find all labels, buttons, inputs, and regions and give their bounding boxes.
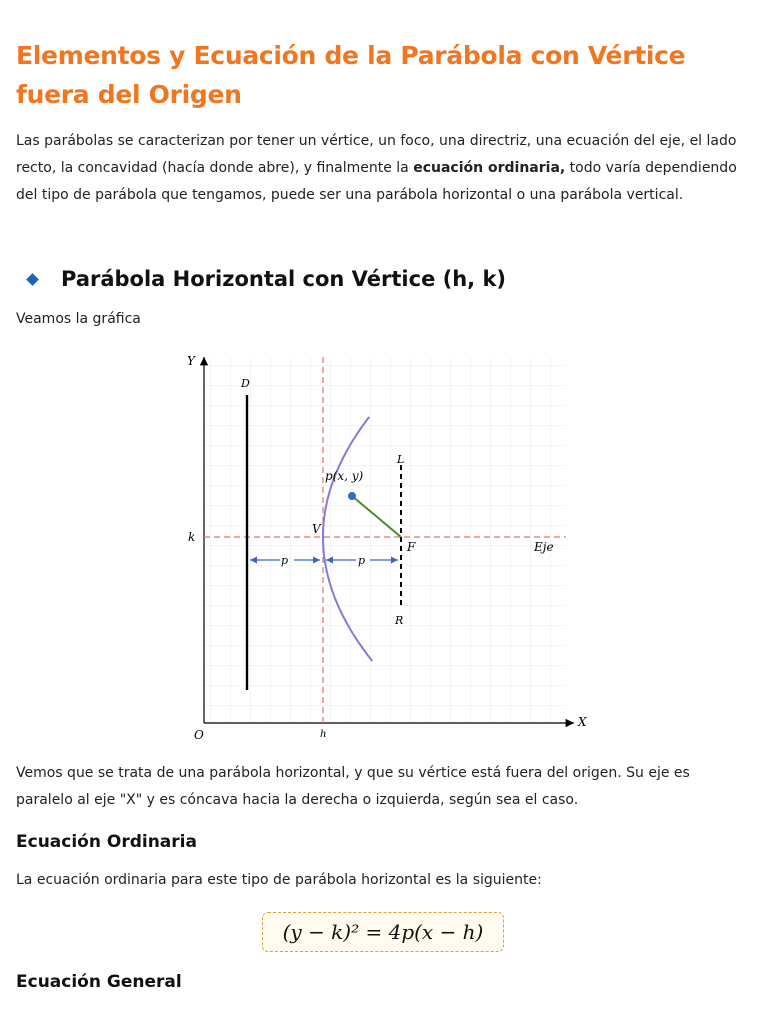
section-heading-row	[16, 262, 506, 296]
x-axis-label: X	[578, 715, 587, 729]
axis-label: Eje	[534, 540, 554, 554]
origin-label: O	[194, 728, 204, 742]
ordinary-equation-box	[262, 912, 504, 952]
grid-background	[204, 357, 566, 723]
focus-label: F	[407, 540, 416, 554]
ordinary-text: La ecuación ordinaria para este tipo de parábola horizontal es la siguiente:	[16, 872, 542, 888]
directrix-label: D	[241, 377, 250, 390]
latus-top-label: L	[397, 453, 405, 466]
page-title: Elementos y Ecuación de la Parábola con Vértice fuera del Origen	[16, 41, 686, 109]
k-label: k	[188, 530, 196, 544]
graph-intro: Veamos la gráfica	[16, 311, 141, 327]
intro-text-end: todo varía dependiendo del tipo de parábola que tengamos, puede ser una parábola horizontal o una parábola vertical.	[16, 160, 737, 203]
general-heading: Ecuación General	[16, 972, 182, 992]
y-axis-label: Y	[187, 354, 195, 368]
p-left-label: p	[281, 554, 289, 567]
latus-bottom-label: R	[395, 614, 404, 627]
h-label: h	[320, 729, 327, 740]
intro-text-start: Las parábolas se caracterizan por tener un vértice, un foco, una directriz, una ecuación del eje, el lado recto, la concavidad (hacía donde abre), y finalmente la	[16, 133, 737, 176]
ordinary-heading: Ecuación Ordinaria	[16, 832, 197, 852]
ordinary-equation: (y − k)² = 4p(x − h)	[282, 920, 484, 944]
diamond-bullet-icon	[26, 273, 39, 286]
vertex-label: V	[312, 522, 321, 536]
description-paragraph: Vemos que se trata de una parábola horizontal, y que su vértice está fuera del origen. Su eje es paralelo al eje "X" y es cóncava hacia la derecha o izquierda, según sea el caso.	[16, 765, 690, 808]
point-marker	[348, 492, 356, 500]
section-title: Parábola Horizontal con Vértice (h, k)	[61, 267, 507, 291]
p-right-label: p	[358, 554, 366, 567]
parabola-figure	[170, 345, 600, 745]
intro-paragraph	[16, 128, 738, 209]
point-label: p(x, y)	[325, 469, 364, 483]
intro-bold-text: ecuación ordinaria,	[413, 160, 566, 176]
